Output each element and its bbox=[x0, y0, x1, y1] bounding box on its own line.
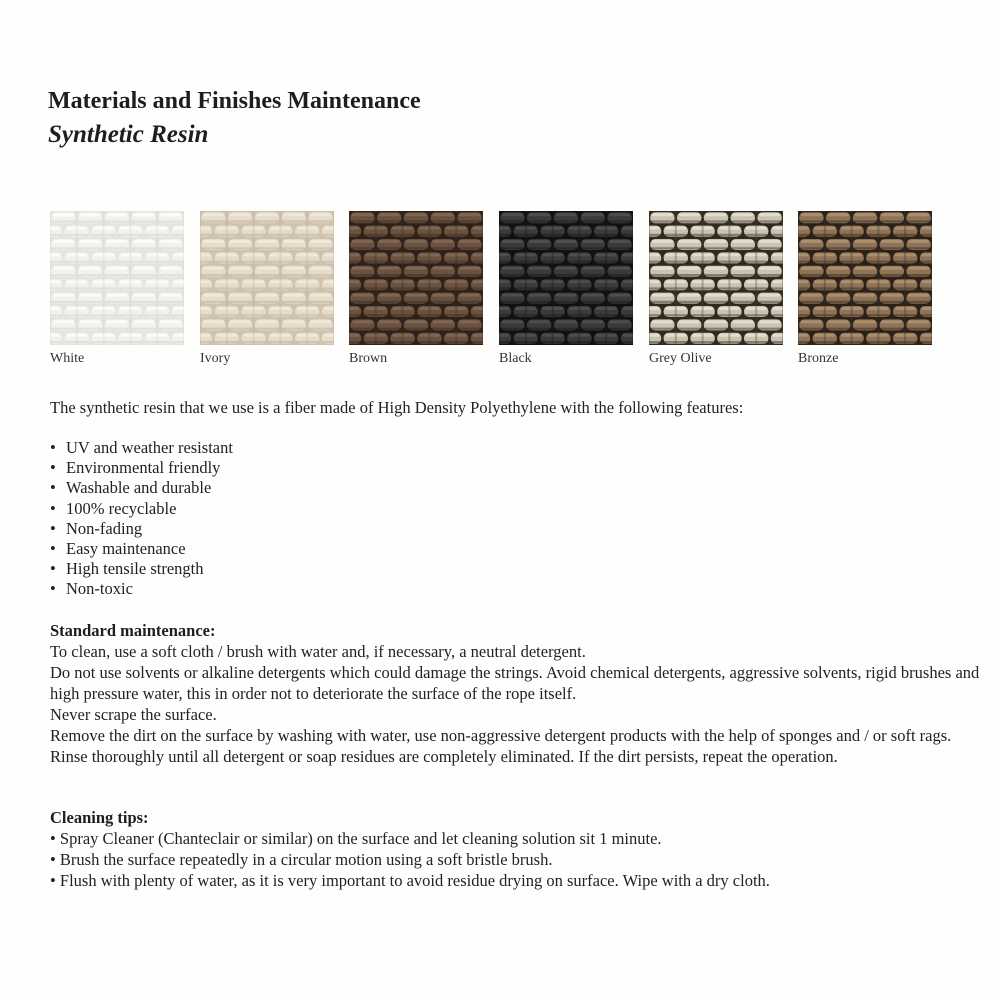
swatch-label: White bbox=[50, 351, 85, 366]
list-item: • 100% recyclable bbox=[50, 499, 233, 519]
standard-maintenance-heading: Standard maintenance: bbox=[50, 621, 216, 640]
swatch-label: Bronze bbox=[798, 351, 839, 366]
list-item: • Non-fading bbox=[50, 519, 233, 539]
swatch-bronze bbox=[798, 211, 932, 367]
paragraph: Rinse thoroughly until all detergent or soap residues are completely eliminated. If the dirt persists, repeat the operation. bbox=[50, 747, 838, 766]
weave-texture-image bbox=[798, 211, 932, 345]
standard-maintenance-body bbox=[50, 641, 985, 767]
weave-texture-image bbox=[649, 211, 783, 345]
paragraph: • Spray Cleaner (Chanteclair or similar) on the surface and let cleaning solution sit 1 minute. bbox=[50, 829, 662, 848]
intro-text: The synthetic resin that we use is a fiber made of High Density Polyethylene with the following features: bbox=[50, 398, 744, 417]
swatch-label: Black bbox=[499, 351, 532, 366]
feature-list bbox=[50, 438, 233, 600]
swatch-white bbox=[50, 211, 184, 367]
page-subtitle: Synthetic Resin bbox=[48, 121, 209, 148]
weave-texture-image bbox=[499, 211, 633, 345]
swatch-ivory bbox=[200, 211, 334, 367]
cleaning-tips-heading: Cleaning tips: bbox=[50, 808, 149, 827]
swatch-label: Grey Olive bbox=[649, 351, 712, 366]
list-item: • Easy maintenance bbox=[50, 539, 233, 559]
weave-texture-image bbox=[50, 211, 184, 345]
list-item: • UV and weather resistant bbox=[50, 438, 233, 458]
page-title: Materials and Finishes Maintenance bbox=[48, 88, 421, 114]
swatch-gallery bbox=[50, 211, 950, 371]
swatch-grey-olive bbox=[649, 211, 783, 367]
paragraph: Do not use solvents or alkaline detergents which could damage the strings. Avoid chemical detergents, aggressive solvents, rigid brushes and high pressure water, this in order not to deteriorate the surface of the rope itself. bbox=[50, 663, 980, 703]
paragraph: To clean, use a soft cloth / brush with water and, if necessary, a neutral detergent. bbox=[50, 642, 586, 661]
weave-texture-image bbox=[349, 211, 483, 345]
paragraph: • Brush the surface repeatedly in a circular motion using a soft bristle brush. bbox=[50, 850, 553, 869]
list-item: • Non-toxic bbox=[50, 579, 233, 599]
swatch-brown bbox=[349, 211, 483, 367]
swatch-label: Ivory bbox=[200, 351, 231, 366]
cleaning-tips-body bbox=[50, 828, 985, 891]
swatch-label: Brown bbox=[349, 351, 388, 366]
list-item: • Washable and durable bbox=[50, 478, 233, 498]
paragraph: Never scrape the surface. bbox=[50, 705, 217, 724]
weave-texture-image bbox=[200, 211, 334, 345]
paragraph: Remove the dirt on the surface by washing with water, use non-aggressive detergent products with the help of sponges and / or soft rags. bbox=[50, 726, 952, 745]
list-item: • Environmental friendly bbox=[50, 458, 233, 478]
paragraph: • Flush with plenty of water, as it is very important to avoid residue drying on surface. Wipe with a dry cloth. bbox=[50, 871, 770, 890]
swatch-black bbox=[499, 211, 633, 367]
list-item: • High tensile strength bbox=[50, 559, 233, 579]
